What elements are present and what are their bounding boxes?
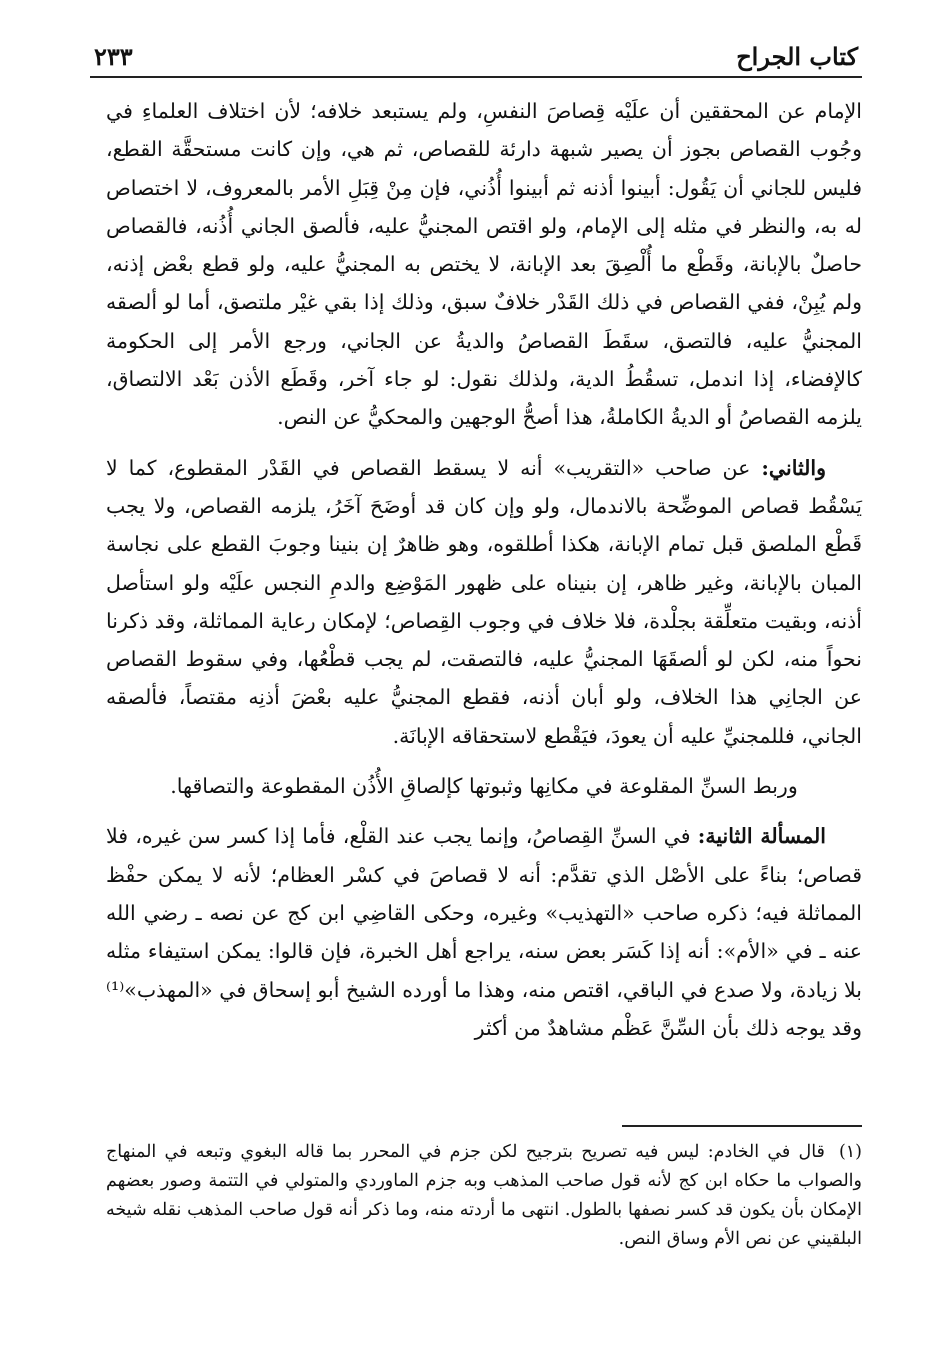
paragraph-lead: المسألة الثانية: [697,824,826,849]
paragraph-text: في السنِّ القِصاصُ، وإنما يجب عند القلْع، فأما إذا كسر سن غيره، فلا قصاص؛ بناءً على الأصْل الذي تقدَّم: أنه لا قصاصَ في كسْر العظام؛ لأنه لا يمكن حفْظ المماثلة فيه؛ ذكره صاحب «التهذيب» وغيره، وحكى القاضِي ابن كج عن نصه ـ رضي الله عنه ـ في «الأم»: أنه إذا كَسَر بعض سنه، يراجع أهل الخبرة، فإن قالوا: يمكن استيفاء مثله بلا زيادة، ولا صدع في الباقي، اقتص منه، وهذا ما أورده الشيخ أبو إسحاق في «المهذب»⁽¹⁾ وقد يوجه ذلك بأن السِّنَّ عَظْم مشاهدٌ من أكثر [106,824,862,1040]
paragraph-lead: والثاني: [761,455,826,480]
paragraph [106,449,862,755]
paragraph-text: عن صاحب «التقريب» أنه لا يسقط القصاص في القَدْر المقطوع، كما لا يَسْقُط قصاص الموضِّحة بالاندمال، ولو وإن كان قد أوضَحَ آخَرُ، يلزمه القصاص، ولا يجب قَطْع الملصق قبل تمام الإبانة، هكذا أطلقوه، وهو ظاهرٌ إن بنينا وجوبَ القطع على نجاسة المبان بالإبانة، وغير ظاهر، إن بنيناه على ظهور المَوْضِع والدمِ النجس علَيْه ولو استأصل أذنه، وبقيت متعلِّقة بجلْدة، فلا خلاف في وجوب القِصاص؛ لإمكان رعاية المماثلة، وقد ذكرنا نحواً منه، لكن لو ألصقَهَا المجنيُّ عليه، فالتصقت، لم يجب قطْعُها، وفي سقوط القصاص عن الجانِي هذا الخلاف، ولو أبان أذنه، فقطع المجنيُّ عليه بعْضَ أذنِه مقتصاً، فألصقه الجاني، فللمجنيِّ عليه أن يعودَ، فيَقْطع لاستحقاقه الإبانَة. [106,455,862,748]
running-title: كتاب الجراح [736,42,858,71]
footnotes [106,1138,862,1254]
paragraph-text: وربط السنِّ المقلوعة في مكانِها وثبوتها كإلصاقِ الأُذُن المقطوعة والتصاقها. [170,774,798,799]
paragraph-text: الإمام عن المحققين أن علَيْه قِصاصَ النفسِ، ولم يستبعد خلافه؛ لأن اختلاف العلماءِ في وجُوب القصاص بجوز أن يصير شبهة دارئة للقصاص، ثم هي، وإن كانت مستحقَّة القطع، فليس للجاني أن يَقُول: أبينوا أذنه ثم أبينوا أُذُني، فإن مِنْ قِبَلِ الأمر بالمعروف، لا اختصاص له به، والنظر في مثله إلى الإمام، ولو اقتص المجنيُّ عليه، فألصق الجاني أُذُنه، فالقصاص حاصلٌ بالإبانة، وقَطْع ما أُلْصِقَ بعد الإبانة، لا يختص به المجنيُّ عليه، ولو قطع بعْض إذنه، ولم يُبِنْ، ففي القصاص في ذلك القَدْر خلافٌ سبق، وذلك إذا بقي غيْر ملتصق، أما لو ألصقه المجنيُّ عليه، فالتصق، سقَطَ القصاصُ والديةُ عن الجاني، ورجع الأمر إلى الحكومة كالإفضاء، إذا اندمل، تسقُطُ الدية، ولذلك نقول: لو جاء آخر، وقَطَع الأذن بَعْد الالتصاق، يلزمه القصاصُ أو الديةُ الكاملةُ، هذا أصحُّ الوجهين والمحكيُّ عن النص. [106,99,862,430]
paragraph [106,92,862,437]
section-line [106,767,862,805]
main-text [106,92,862,1059]
page-number: ٢٣٣ [94,42,133,71]
page-header [90,40,862,78]
footnote-separator [622,1125,862,1127]
paragraph [106,817,862,1047]
footnote-text: قال في الخادم: ليس فيه تصريح بترجيح لكن جزم في المحرر بما قاله البغوي وتبعه في المنهاج والصواب ما حكاه ابن كج لأنه قول صاحب المذهب وبه جزم الماوردي والمتولي في التتمة وصور بعضهم الإمكان بأن يكون قد كسر نصفها بالطول. انتهى ما أردته منه، وما ذكر أنه قول صاحب المذهب نقله شيخه البلقيني عن نص الأم وساق النص. [106,1142,862,1249]
footnote-marker: (١) [838,1142,862,1162]
footnote [106,1138,862,1254]
